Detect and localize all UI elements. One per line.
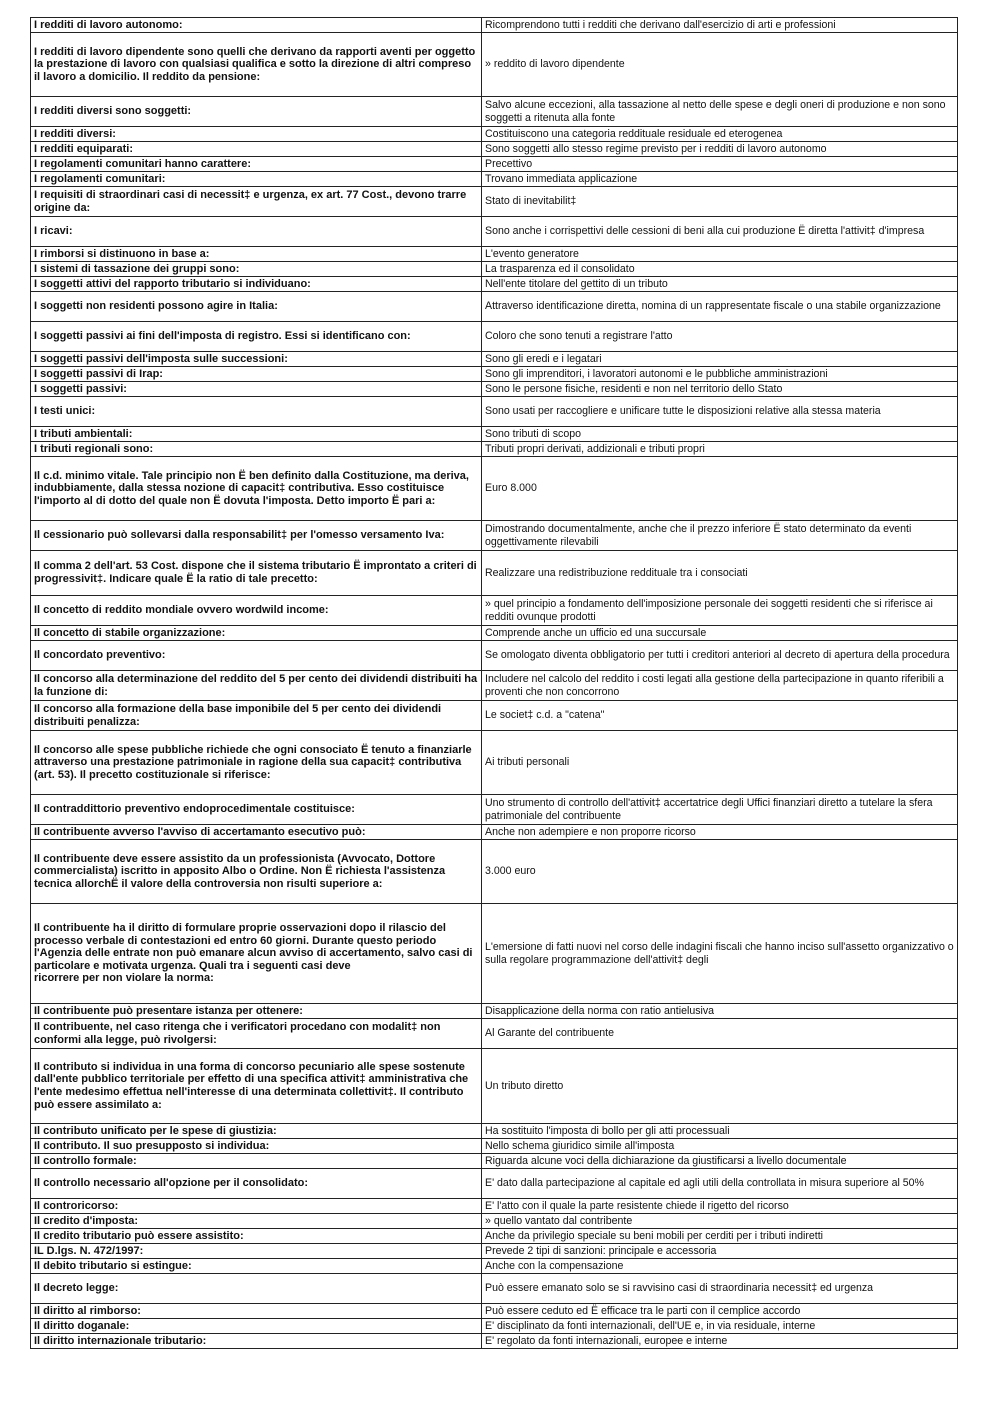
qa-table-body <box>31 18 958 1349</box>
table-row <box>31 382 958 397</box>
question-cell: Il contributo. Il suo presupposto si individua: <box>31 1139 482 1154</box>
answer-cell: Se omologato diventa obbligatorio per tutti i creditori anteriori al decreto di apertura della procedura <box>482 641 958 671</box>
answer-cell: E' l'atto con il quale la parte resistente chiede il rigetto del ricorso <box>482 1199 958 1214</box>
table-row <box>31 641 958 671</box>
table-row <box>31 427 958 442</box>
question-cell: I tributi ambientali: <box>31 427 482 442</box>
table-row <box>31 1259 958 1274</box>
question-cell: Il contributo unificato per le spese di giustizia: <box>31 1124 482 1139</box>
question-cell: Il cessionario può sollevarsi dalla responsabilit‡ per l'omesso versamento Iva: <box>31 521 482 551</box>
question-cell: I soggetti non residenti possono agire in Italia: <box>31 292 482 322</box>
question-cell: Il concorso alle spese pubbliche richiede che ogni consociato Ë tenuto a finanziarle attraverso una prestazione patrimoniale in ragione della sua capacit‡ contributiva (art. 53). Il precetto costituzionale si riferisce: <box>31 731 482 795</box>
answer-cell: Euro 8.000 <box>482 457 958 521</box>
question-cell: Il diritto doganale: <box>31 1319 482 1334</box>
question-cell: Il debito tributario si estingue: <box>31 1259 482 1274</box>
answer-cell: E' disciplinato da fonti internazionali, dell'UE e, in via residuale, interne <box>482 1319 958 1334</box>
answer-cell: Anche con la compensazione <box>482 1259 958 1274</box>
answer-cell: Disapplicazione della norma con ratio antielusiva <box>482 1004 958 1019</box>
table-row <box>31 262 958 277</box>
table-row <box>31 97 958 127</box>
table-row <box>31 596 958 626</box>
question-cell: I soggetti passivi: <box>31 382 482 397</box>
table-row <box>31 18 958 33</box>
question-cell: IL D.lgs. N. 472/1997: <box>31 1244 482 1259</box>
table-row <box>31 187 958 217</box>
question-cell: I requisiti di straordinari casi di necessit‡ e urgenza, ex art. 77 Cost., devono trarre origine da: <box>31 187 482 217</box>
answer-cell: Riguarda alcune voci della dichiarazione da giustificarsi a livello documentale <box>482 1154 958 1169</box>
question-cell: I regolamenti comunitari hanno carattere: <box>31 157 482 172</box>
answer-cell: Includere nel calcolo del reddito i costi legati alla gestione della partecipazione in quanto riferibili a proventi che non concorrono <box>482 671 958 701</box>
question-cell: I testi unici: <box>31 397 482 427</box>
question-cell: I redditi diversi: <box>31 127 482 142</box>
question-cell: I soggetti attivi del rapporto tributario si individuano: <box>31 277 482 292</box>
table-row <box>31 701 958 731</box>
table-row <box>31 1229 958 1244</box>
question-cell: I soggetti passivi di Irap: <box>31 367 482 382</box>
question-cell: Il contribuente ha il diritto di formulare proprie osservazioni dopo il rilascio del processo verbale di contestazioni ed entro 60 giorni. Durante questo periodo l'Agenzia delle entrate non può emanare alcun avviso di accertamento, salvo casi di particolare e motivata urgenza. Quali tra i seguenti casi deve ricorrere per non violare la norma: <box>31 904 482 1004</box>
answer-cell: Trovano immediata applicazione <box>482 172 958 187</box>
answer-cell: Comprende anche un ufficio ed una succursale <box>482 626 958 641</box>
table-row <box>31 1004 958 1019</box>
answer-cell: Anche non adempiere e non proporre ricorso <box>482 825 958 840</box>
answer-cell: Sono tributi di scopo <box>482 427 958 442</box>
question-cell: Il concordato preventivo: <box>31 641 482 671</box>
question-cell: Il concetto di reddito mondiale ovvero wordwild income: <box>31 596 482 626</box>
question-cell: I ricavi: <box>31 217 482 247</box>
table-row <box>31 157 958 172</box>
table-row <box>31 1304 958 1319</box>
table-row <box>31 172 958 187</box>
table-row <box>31 457 958 521</box>
question-cell: I redditi di lavoro autonomo: <box>31 18 482 33</box>
table-row <box>31 217 958 247</box>
table-row <box>31 521 958 551</box>
answer-cell: Nello schema giuridico simile all'imposta <box>482 1139 958 1154</box>
table-row <box>31 1049 958 1124</box>
question-cell: Il controllo formale: <box>31 1154 482 1169</box>
question-cell: I rimborsi si distinuono in base a: <box>31 247 482 262</box>
table-row <box>31 731 958 795</box>
question-cell: I soggetti passivi ai fini dell'imposta di registro. Essi si identificano con: <box>31 322 482 352</box>
table-row <box>31 1274 958 1304</box>
table-row <box>31 1319 958 1334</box>
answer-cell: » quello vantato dal contribente <box>482 1214 958 1229</box>
table-row <box>31 626 958 641</box>
table-row <box>31 840 958 904</box>
table-row <box>31 671 958 701</box>
answer-cell: 3.000 euro <box>482 840 958 904</box>
question-cell: I sistemi di tassazione dei gruppi sono: <box>31 262 482 277</box>
answer-cell: Sono usati per raccogliere e unificare tutte le disposizioni relative alla stessa materia <box>482 397 958 427</box>
question-cell: Il controllo necessario all'opzione per il consolidato: <box>31 1169 482 1199</box>
answer-cell: Sono soggetti allo stesso regime previsto per i redditi di lavoro autonomo <box>482 142 958 157</box>
question-cell: I redditi equiparati: <box>31 142 482 157</box>
question-cell: I regolamenti comunitari: <box>31 172 482 187</box>
answer-cell: Anche da privilegio speciale su beni mobili per cerditi per i tributi indiretti <box>482 1229 958 1244</box>
answer-cell: Precettivo <box>482 157 958 172</box>
answer-cell: La trasparenza ed il consolidato <box>482 262 958 277</box>
table-row <box>31 142 958 157</box>
answer-cell: » reddito di lavoro dipendente <box>482 33 958 97</box>
question-cell: Il c.d. minimo vitale. Tale principio non Ë ben definito dalla Costituzione, ma deriva, indubbiamente, dalla stessa nozione di capacit‡ contributiva. Esso costituisce l'importo al di dotto del quale non Ë dovuta l'imposta. Detto importo Ë pari a: <box>31 457 482 521</box>
table-row <box>31 825 958 840</box>
answer-cell: Stato di inevitabilit‡ <box>482 187 958 217</box>
question-cell: Il controricorso: <box>31 1199 482 1214</box>
answer-cell: L'emersione di fatti nuovi nel corso delle indagini fiscali che hanno inciso sull'assetto organizzativo o sulla regolare programmazione dell'attivit‡ degli <box>482 904 958 1004</box>
answer-cell: Ai tributi personali <box>482 731 958 795</box>
question-cell: Il concorso alla formazione della base imponibile del 5 per cento dei dividendi distribuiti penalizza: <box>31 701 482 731</box>
answer-cell: Realizzare una redistribuzione reddituale tra i consociati <box>482 551 958 596</box>
question-cell: Il contribuente, nel caso ritenga che i verificatori procedano con modalit‡ non conformi alla legge, può rivolgersi: <box>31 1019 482 1049</box>
answer-cell: Tributi propri derivati, addizionali e tributi propri <box>482 442 958 457</box>
table-row <box>31 442 958 457</box>
question-cell: Il contribuente può presentare istanza per ottenere: <box>31 1004 482 1019</box>
answer-cell: Sono le persone fisiche, residenti e non nel territorio dello Stato <box>482 382 958 397</box>
question-cell: Il concetto di stabile organizzazione: <box>31 626 482 641</box>
answer-cell: Sono gli imprenditori, i lavoratori autonomi e le pubbliche amministrazioni <box>482 367 958 382</box>
table-row <box>31 551 958 596</box>
question-cell: I redditi diversi sono soggetti: <box>31 97 482 127</box>
question-cell: Il decreto legge: <box>31 1274 482 1304</box>
answer-cell: Costituiscono una categoria reddituale residuale ed eterogenea <box>482 127 958 142</box>
table-row <box>31 247 958 262</box>
answer-cell: Attraverso identificazione diretta, nomina di un rappresentate fiscale o una stabile organizzazione <box>482 292 958 322</box>
answer-cell: Coloro che sono tenuti a registrare l'atto <box>482 322 958 352</box>
qa-table <box>30 17 958 1349</box>
question-cell: I tributi regionali sono: <box>31 442 482 457</box>
table-row <box>31 1139 958 1154</box>
question-cell: Il contraddittorio preventivo endoprocedimentale costituisce: <box>31 795 482 825</box>
table-row <box>31 1244 958 1259</box>
table-row <box>31 127 958 142</box>
question-cell: Il diritto al rimborso: <box>31 1304 482 1319</box>
answer-cell: Dimostrando documentalmente, anche che il prezzo inferiore Ë stato determinato da eventi oggettivamente rilevabili <box>482 521 958 551</box>
answer-cell: Sono anche i corrispettivi delle cessioni di beni alla cui produzione Ë diretta l'attivit‡ d'impresa <box>482 217 958 247</box>
table-row <box>31 1334 958 1349</box>
answer-cell: Salvo alcune eccezioni, alla tassazione al netto delle spese e degli oneri di produzione e non sono soggetti a ritenuta alla fonte <box>482 97 958 127</box>
table-row <box>31 1199 958 1214</box>
question-cell: Il credito d'imposta: <box>31 1214 482 1229</box>
answer-cell: Al Garante del contribuente <box>482 1019 958 1049</box>
table-row <box>31 1154 958 1169</box>
answer-cell: Ha sostituito l'imposta di bollo per gli atti processuali <box>482 1124 958 1139</box>
table-row <box>31 292 958 322</box>
table-row <box>31 352 958 367</box>
table-row <box>31 397 958 427</box>
question-cell: Il credito tributario può essere assistito: <box>31 1229 482 1244</box>
question-cell: Il contribuente deve essere assistito da un professionista (Avvocato, Dottore commercialista) iscritto in apposito Albo o Ordine. Non Ë richiesta l'assistenza tecnica allorchË il valore della controversia non risulti superiore a: <box>31 840 482 904</box>
answer-cell: Uno strumento di controllo dell'attivit‡ accertatrice degli Uffici finanziari diretto a tutelare la sfera patrimoniale del contribuente <box>482 795 958 825</box>
table-row <box>31 795 958 825</box>
question-cell: I soggetti passivi dell'imposta sulle successioni: <box>31 352 482 367</box>
answer-cell: L'evento generatore <box>482 247 958 262</box>
table-row <box>31 1214 958 1229</box>
answer-cell: Nell'ente titolare del gettito di un tributo <box>482 277 958 292</box>
answer-cell: Prevede 2 tipi di sanzioni: principale e accessoria <box>482 1244 958 1259</box>
question-cell: I redditi di lavoro dipendente sono quelli che derivano da rapporti aventi per oggetto la prestazione di lavoro con qualsiasi qualifica e sotto la direzione di altri compreso il lavoro a domicilio. Il reddito da pensione: <box>31 33 482 97</box>
table-row <box>31 904 958 1004</box>
answer-cell: » quel principio a fondamento dell'imposizione personale dei soggetti residenti che si riferisce ai redditi ovunque prodotti <box>482 596 958 626</box>
question-cell: Il diritto internazionale tributario: <box>31 1334 482 1349</box>
table-row <box>31 1019 958 1049</box>
question-cell: Il contributo si individua in una forma di concorso pecuniario alle spese sostenute dall'ente pubblico territoriale per effetto di una specifica attivit‡ amministrativa che l'ente medesimo effettua nell'interesse di una determinata collettivit‡. Il contributo può essere assimilato a: <box>31 1049 482 1124</box>
table-row <box>31 277 958 292</box>
answer-cell: E' regolato da fonti internazionali, europee e interne <box>482 1334 958 1349</box>
table-row <box>31 33 958 97</box>
table-row <box>31 1124 958 1139</box>
question-cell: Il concorso alla determinazione del reddito del 5 per cento dei dividendi distribuiti ha la funzione di: <box>31 671 482 701</box>
answer-cell: Le societ‡ c.d. a "catena" <box>482 701 958 731</box>
question-cell: Il contribuente avverso l'avviso di accertamanto esecutivo può: <box>31 825 482 840</box>
answer-cell: E' dato dalla partecipazione al capitale ed agli utili della controllata in misura superiore al 50% <box>482 1169 958 1199</box>
answer-cell: Sono gli eredi e i legatari <box>482 352 958 367</box>
answer-cell: Può essere emanato solo se si ravvisino casi di straordinaria necessit‡ ed urgenza <box>482 1274 958 1304</box>
table-row <box>31 367 958 382</box>
question-cell: Il comma 2 dell'art. 53 Cost. dispone che il sistema tributario Ë improntato a criteri di progressivit‡. Indicare quale Ë la ratio di tale precetto: <box>31 551 482 596</box>
answer-cell: Può essere ceduto ed Ë efficace tra le parti con il cemplice accordo <box>482 1304 958 1319</box>
table-row <box>31 322 958 352</box>
table-row <box>31 1169 958 1199</box>
answer-cell: Un tributo diretto <box>482 1049 958 1124</box>
answer-cell: Ricomprendono tutti i redditi che derivano dall'esercizio di arti e professioni <box>482 18 958 33</box>
